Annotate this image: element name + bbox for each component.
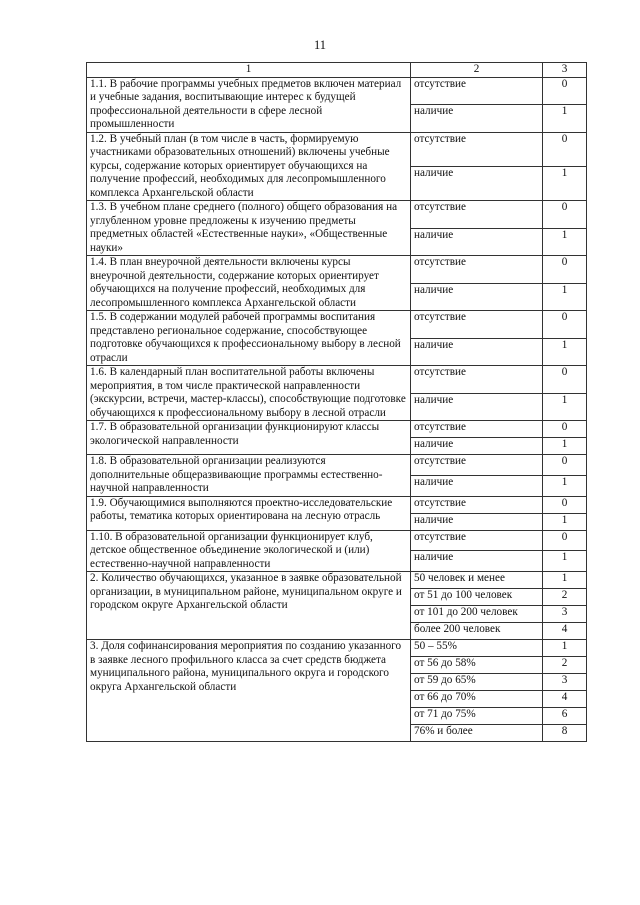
table-row xyxy=(87,77,587,105)
criterion-text: 1.3. В учебном плане среднего (полного) общего образования на углубленном уровне предложены к изучению предметы предметных областей «Естественные науки», «Общественные науки» xyxy=(87,201,411,256)
option-label: от 56 до 58% xyxy=(411,657,543,674)
table-row xyxy=(87,530,587,551)
option-score: 1 xyxy=(543,283,587,311)
column-number-2: 2 xyxy=(411,63,543,78)
option-label: наличие xyxy=(411,338,543,366)
criterion-text: 1.10. В образовательной организации функционирует клуб, детское общественное объединение экологической и (или) естественно-научной направленности xyxy=(87,530,411,572)
option-label: более 200 человек xyxy=(411,623,543,640)
option-score: 3 xyxy=(543,606,587,623)
option-score: 0 xyxy=(543,132,587,166)
option-score: 4 xyxy=(543,691,587,708)
option-score: 8 xyxy=(543,725,587,742)
criteria-table-body xyxy=(87,63,587,742)
option-label: наличие xyxy=(411,105,543,133)
criterion-text: 1.1. В рабочие программы учебных предметов включен материал и учебные задания, воспитывающие интерес к будущей профессиональной деятельности в сфере лесной промышленности xyxy=(87,77,411,132)
option-label: наличие xyxy=(411,438,543,455)
criterion-text: 1.6. В календарный план воспитательной работы включены мероприятия, в том числе практической направленности (экскурсии, встречи, мастер-классы), способствующие подготовке обучающихся к профессиональному выбору в лесной отрасли xyxy=(87,366,411,421)
option-label: наличие xyxy=(411,513,543,530)
option-score: 0 xyxy=(543,530,587,551)
option-label: отсутствие xyxy=(411,77,543,105)
option-score: 2 xyxy=(543,589,587,606)
option-score: 1 xyxy=(543,393,587,421)
option-label: от 71 до 75% xyxy=(411,708,543,725)
option-label: 76% и более xyxy=(411,725,543,742)
option-label: 50 человек и менее xyxy=(411,572,543,589)
criterion-text: 1.5. В содержании модулей рабочей программы воспитания представлено региональное содержание, способствующее подготовке обучающихся к профессиональному выбору в лесной отрасли xyxy=(87,311,411,366)
option-score: 1 xyxy=(543,475,587,496)
criterion-text: 1.2. В учебный план (в том числе в часть, формируемую участниками образовательных отношений) включены учебные курсы, содержание которых ориентирует обучающихся на получение профессий, необходимых для лесопромышленного комплекса Архангельской области xyxy=(87,132,411,201)
option-score: 1 xyxy=(543,105,587,133)
option-label: наличие xyxy=(411,475,543,496)
table-row xyxy=(87,455,587,476)
option-label: наличие xyxy=(411,283,543,311)
criterion-text: 1.9. Обучающимися выполняются проектно-исследовательские работы, тематика которых ориентирована на лесную отрасль xyxy=(87,496,411,530)
column-number-3: 3 xyxy=(543,63,587,78)
table-row xyxy=(87,572,587,589)
column-number-1: 1 xyxy=(87,63,411,78)
option-label: отсутствие xyxy=(411,496,543,513)
table-row xyxy=(87,496,587,513)
criterion-text: 1.4. В план внеурочной деятельности включены курсы внеурочной деятельности, содержание которых ориентирует обучающихся на получение профессий, необходимых для лесопромышленного комплекса Архангельской области xyxy=(87,256,411,311)
option-label: отсутствие xyxy=(411,455,543,476)
column-number-row xyxy=(87,63,587,78)
option-score: 3 xyxy=(543,674,587,691)
option-score: 1 xyxy=(543,513,587,530)
criterion-text: 1.8. В образовательной организации реализуются дополнительные общеразвивающие программы естественно-научной направленности xyxy=(87,455,411,497)
table-row xyxy=(87,421,587,438)
option-score: 1 xyxy=(543,228,587,256)
table-row xyxy=(87,640,587,657)
option-score: 1 xyxy=(543,338,587,366)
option-score: 0 xyxy=(543,77,587,105)
option-label: отсутствие xyxy=(411,201,543,229)
table-row xyxy=(87,366,587,394)
option-label: от 66 до 70% xyxy=(411,691,543,708)
option-score: 0 xyxy=(543,311,587,339)
option-score: 0 xyxy=(543,256,587,284)
option-label: наличие xyxy=(411,393,543,421)
option-score: 1 xyxy=(543,572,587,589)
option-score: 1 xyxy=(543,438,587,455)
table-row xyxy=(87,201,587,229)
option-score: 0 xyxy=(543,201,587,229)
option-label: отсутствие xyxy=(411,256,543,284)
criterion-text: 3. Доля софинансирования мероприятия по созданию указанного в заявке лесного профильного класса за счет средств бюджета муниципального района, муниципального округа и городского округа Архангельской области xyxy=(87,640,411,742)
option-score: 0 xyxy=(543,496,587,513)
option-label: 50 – 55% xyxy=(411,640,543,657)
option-score: 0 xyxy=(543,455,587,476)
option-label: наличие xyxy=(411,228,543,256)
table-row xyxy=(87,311,587,339)
criteria-table xyxy=(86,62,587,742)
option-label: наличие xyxy=(411,551,543,572)
option-label: отсутствие xyxy=(411,366,543,394)
option-label: от 101 до 200 человек xyxy=(411,606,543,623)
option-label: отсутствие xyxy=(411,421,543,438)
option-score: 1 xyxy=(543,640,587,657)
criterion-text: 1.7. В образовательной организации функционируют классы экологической направленности xyxy=(87,421,411,455)
option-score: 1 xyxy=(543,166,587,200)
option-score: 0 xyxy=(543,366,587,394)
option-label: отсутствие xyxy=(411,132,543,166)
option-score: 4 xyxy=(543,623,587,640)
option-score: 0 xyxy=(543,421,587,438)
option-score: 1 xyxy=(543,551,587,572)
option-label: от 51 до 100 человек xyxy=(411,589,543,606)
option-score: 6 xyxy=(543,708,587,725)
table-row xyxy=(87,132,587,166)
option-label: отсутствие xyxy=(411,311,543,339)
option-label: наличие xyxy=(411,166,543,200)
page-number: 11 xyxy=(313,38,327,52)
option-label: отсутствие xyxy=(411,530,543,551)
option-score: 2 xyxy=(543,657,587,674)
option-label: от 59 до 65% xyxy=(411,674,543,691)
table-row xyxy=(87,256,587,284)
criterion-text: 2. Количество обучающихся, указанное в заявке образовательной организации, в муниципальном районе, муниципальном округе и городском округе Архангельской области xyxy=(87,572,411,640)
